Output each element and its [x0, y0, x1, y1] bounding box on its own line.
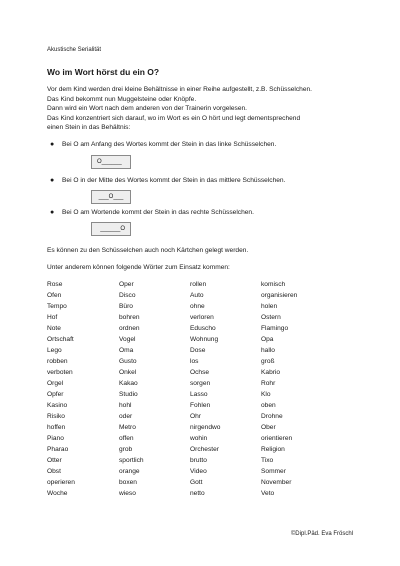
- word-item: orientieren: [261, 435, 293, 442]
- bowl-box-left: O______: [91, 155, 131, 169]
- word-item: Vogel: [119, 336, 136, 343]
- header-note: Akustische Serialität: [47, 47, 102, 53]
- word-item: Sommer: [261, 468, 286, 475]
- word-column-1: [47, 279, 75, 499]
- word-item: Rose: [47, 281, 63, 288]
- word-item: Studio: [119, 391, 138, 398]
- word-item: ohne: [190, 303, 205, 310]
- word-item: Eduscho: [190, 325, 216, 332]
- word-item: Hof: [47, 314, 58, 321]
- word-item: robben: [47, 358, 68, 365]
- word-item: groß: [261, 358, 275, 365]
- word-item: Ohr: [190, 413, 201, 420]
- word-item: wohin: [190, 435, 208, 442]
- word-item: offen: [119, 435, 134, 442]
- word-item: los: [190, 358, 199, 365]
- word-item: Orchester: [190, 446, 219, 453]
- word-item: Büro: [119, 303, 133, 310]
- word-item: oben: [261, 402, 276, 409]
- word-item: Religion: [261, 446, 285, 453]
- word-item: Veto: [261, 490, 275, 497]
- word-item: sorgen: [190, 380, 211, 387]
- word-item: Gusto: [119, 358, 137, 365]
- word-item: Metro: [119, 424, 136, 431]
- bullet-dot-icon: ●: [50, 141, 55, 148]
- word-item: Fohlen: [190, 402, 211, 409]
- word-item: Disco: [119, 292, 136, 299]
- word-item: Lasso: [190, 391, 208, 398]
- word-item: organisieren: [261, 292, 298, 299]
- intro-paragraph: [47, 85, 367, 133]
- word-item: Risiko: [47, 413, 65, 420]
- word-item: Obst: [47, 468, 61, 475]
- word-item: Klo: [261, 391, 271, 398]
- bullet-text: Bei O am Wortende kommt der Stein in das rechte Schüsselchen.: [62, 209, 254, 216]
- word-item: Wohnung: [190, 336, 219, 343]
- bowl-box-middle: ___O___: [91, 190, 131, 204]
- word-item: oder: [119, 413, 133, 420]
- word-list: [47, 279, 347, 509]
- word-item: Lego: [47, 347, 62, 354]
- word-item: Orgel: [47, 380, 64, 387]
- word-item: sportlich: [119, 457, 144, 464]
- intro-line: Das Kind konzentriert sich darauf, wo im Wort es ein O hört und legt dementsprechend: [47, 114, 301, 122]
- word-item: Kasino: [47, 402, 68, 409]
- bullet-text: Bei O in der Mitte des Wortes kommt der Stein in das mittlere Schüsselchen.: [62, 177, 286, 184]
- word-item: Ostern: [261, 314, 281, 321]
- word-item: hallo: [261, 347, 275, 354]
- word-item: rollen: [190, 281, 207, 288]
- word-item: Drohne: [261, 413, 283, 420]
- word-item: Opfer: [47, 391, 64, 398]
- word-item: November: [261, 479, 292, 486]
- word-item: Flamingo: [261, 325, 289, 332]
- word-item: Onkel: [119, 369, 137, 376]
- word-item: Rohr: [261, 380, 276, 387]
- word-item: bohren: [119, 314, 140, 321]
- word-item: wieso: [119, 490, 136, 497]
- intro-line: Dann wird ein Wort nach dem anderen von der Trainerin vorgelesen.: [47, 105, 247, 113]
- word-item: Tixo: [261, 457, 274, 464]
- word-item: Ortschaft: [47, 336, 74, 343]
- intro-line: Vor dem Kind werden drei kleine Behältnisse in einer Reihe aufgestellt, z.B. Schüsselchen.: [47, 86, 312, 93]
- word-item: brutto: [190, 457, 207, 464]
- word-item: holen: [261, 303, 278, 310]
- word-item: Ochse: [190, 369, 210, 376]
- word-item: Oma: [119, 347, 134, 354]
- bullet-item-start: [50, 141, 276, 148]
- bowl-box-right: ______O: [91, 222, 131, 236]
- word-column-4: [261, 279, 297, 499]
- word-item: Gott: [190, 479, 203, 486]
- word-item: Auto: [190, 292, 204, 299]
- word-item: boxen: [119, 479, 137, 486]
- bullet-item-middle: [50, 177, 285, 184]
- page-title: Wo im Wort hörst du ein O?: [47, 67, 160, 77]
- word-item: Otter: [47, 457, 62, 464]
- word-column-2: [119, 279, 144, 499]
- word-column-3: [190, 279, 220, 499]
- word-item: verboten: [47, 369, 73, 376]
- word-item: Oper: [119, 281, 134, 288]
- word-item: Note: [47, 325, 61, 332]
- word-item: verloren: [190, 314, 214, 321]
- word-item: hoffen: [47, 424, 66, 431]
- bullet-item-end: [50, 209, 254, 216]
- note-words-intro: Unter anderem können folgende Wörter zum Einsatz kommen:: [47, 264, 230, 271]
- word-item: Ofen: [47, 292, 62, 299]
- bullet-dot-icon: ●: [50, 209, 55, 216]
- note-cards: Es können zu den Schüsselchen auch noch Kärtchen gelegt werden.: [47, 247, 249, 254]
- word-item: orange: [119, 468, 140, 475]
- word-item: hohl: [119, 402, 132, 409]
- bullet-text: Bei O am Anfang des Wortes kommt der Stein in das linke Schüsselchen.: [62, 141, 277, 148]
- word-item: Ober: [261, 424, 276, 431]
- word-item: Pharao: [47, 446, 69, 453]
- word-item: Opa: [261, 336, 274, 343]
- word-item: Woche: [47, 490, 68, 497]
- word-item: ordnen: [119, 325, 140, 332]
- word-item: Kabrio: [261, 369, 281, 376]
- word-item: nirgendwo: [190, 424, 221, 431]
- intro-line: Das Kind bekommt nun Muggelsteine oder Knöpfe.: [47, 95, 197, 103]
- word-item: Video: [190, 468, 207, 475]
- word-item: Tempo: [47, 303, 67, 310]
- word-item: operieren: [47, 479, 75, 486]
- word-item: Dose: [190, 347, 206, 354]
- bullet-dot-icon: ●: [50, 177, 55, 184]
- word-item: netto: [190, 490, 205, 497]
- word-item: komisch: [261, 281, 286, 288]
- word-item: grob: [119, 446, 133, 453]
- word-item: Piano: [47, 435, 64, 442]
- word-item: Kakao: [119, 380, 138, 387]
- footer-copyright: ©Dipl.Päd. Eva Fröschl: [290, 531, 353, 537]
- intro-line: einen Stein in das Behältnis:: [47, 124, 131, 132]
